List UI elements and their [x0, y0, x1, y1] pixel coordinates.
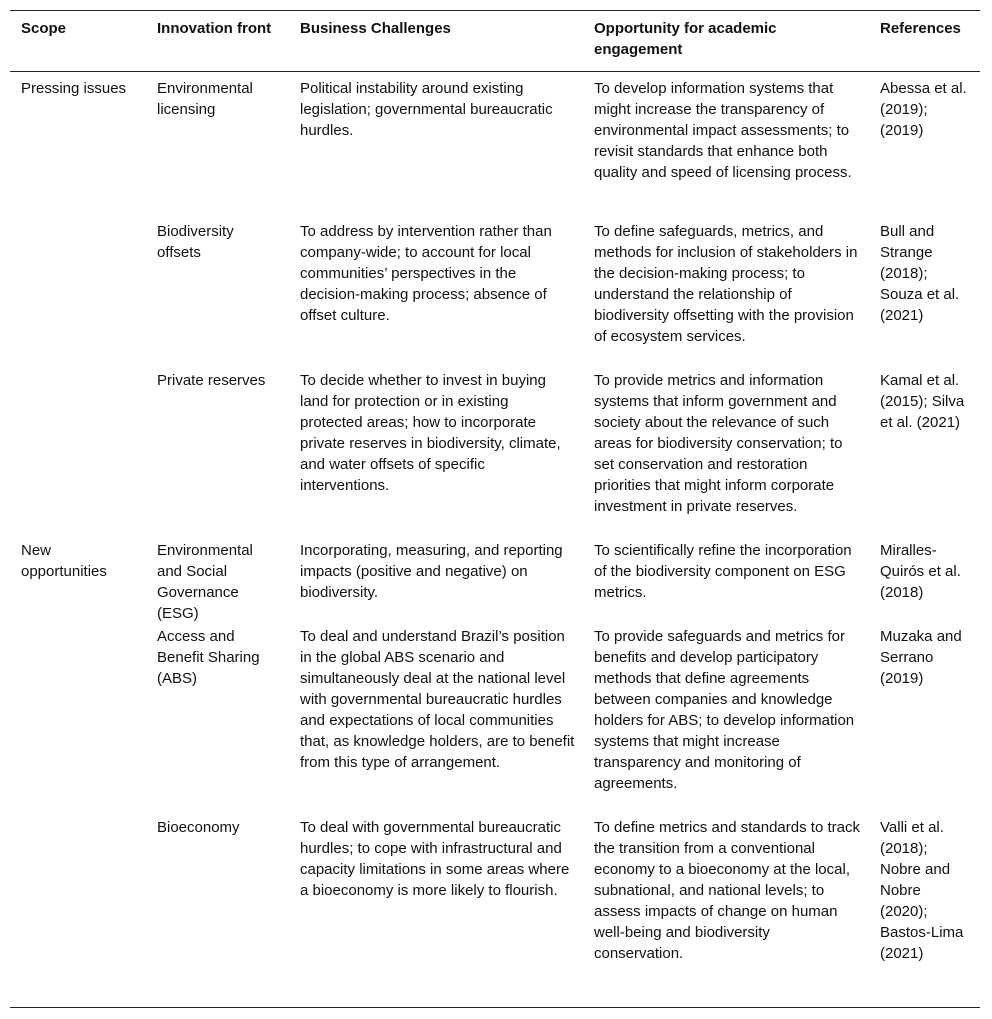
table-container	[10, 10, 980, 1008]
cell-innovation-front: Environmental and Social Governance (ESG)	[157, 541, 253, 622]
cell-opportunity: To provide metrics and information systems that inform government and society about the relevance of such areas for biodiversity conservation; to set conservation and restoration priorities that might inform corporate investment in private reserves.	[594, 371, 843, 515]
cell-scope	[10, 626, 146, 817]
header-references: References	[880, 20, 961, 37]
table-row	[10, 817, 980, 1008]
cell-scope: Pressing issues	[21, 80, 127, 97]
cell-references: Kamal et al. (2015); Silva et al. (2021)	[880, 371, 965, 431]
cell-business-challenges: Political instability around existing legislation; governmental bureaucratic hurdles.	[300, 80, 553, 139]
header-opportunity: Opportunity for academic engagement	[594, 20, 777, 58]
header-innovation-front: Innovation front	[157, 20, 272, 37]
table-row	[10, 221, 980, 370]
cell-opportunity: To provide safeguards and metrics for benefits and develop participatory methods that define agreements between companies and knowledge holders for ABS; to develop information systems that might increase transparency and monitoring of agreements.	[594, 627, 855, 792]
cell-business-challenges: To deal with governmental bureaucratic hurdles; to cope with infrastructural and capacity limitations in some areas where a bioeconomy is more likely to flourish.	[300, 818, 570, 899]
cell-innovation-front: Bioeconomy	[157, 818, 240, 836]
cell-opportunity: To define metrics and standards to track the transition from a conventional economy to a bioeconomy at the local, subnational, and national levels; to assess impacts of change on human well-being and biodiversity conservation.	[594, 818, 860, 962]
cell-innovation-front: Biodiversity offsets	[157, 222, 234, 261]
cell-scope: New opportunities	[21, 541, 107, 580]
table-body	[10, 72, 980, 1008]
cell-opportunity: To scientifically refine the incorporation of the biodiversity component on ESG metrics.	[594, 541, 852, 601]
cell-innovation-front: Access and Benefit Sharing (ABS)	[157, 627, 260, 687]
innovation-table	[10, 10, 980, 1008]
cell-references: Muzaka and Serrano (2019)	[880, 627, 962, 687]
cell-innovation-front: Environmental licensing	[157, 80, 253, 118]
header-row	[10, 11, 980, 72]
cell-scope	[10, 370, 146, 540]
cell-references: Valli et al. (2018); Nobre and Nobre (2020); Bastos-Lima (2021)	[880, 818, 964, 962]
cell-references: Abessa et al. (2019); (2019)	[880, 80, 967, 139]
cell-innovation-front: Private reserves	[157, 371, 266, 389]
cell-references: Miralles-Quirós et al. (2018)	[880, 541, 961, 601]
cell-business-challenges: To address by intervention rather than company-wide; to account for local communities’ perspectives in the decision-making process; absence of offset culture.	[300, 222, 552, 324]
table-row	[10, 626, 980, 817]
cell-opportunity: To develop information systems that might increase the transparency of environmental impact assessments; to revisit standards that enhance both quality and speed of licensing process.	[594, 80, 852, 181]
cell-scope	[10, 221, 146, 370]
cell-opportunity: To define safeguards, metrics, and methods for inclusion of stakeholders in the decision-making process; to understand the relationship of biodiversity offsetting with the provision of ecosystem services.	[594, 222, 858, 345]
cell-references: Bull and Strange (2018); Souza et al. (2021)	[880, 222, 960, 324]
cell-business-challenges: To decide whether to invest in buying land for protection or in existing protected areas; how to incorporate private reserves in biodiversity, climate, and water offsets of specific interventions.	[300, 371, 561, 494]
cell-business-challenges: To deal and understand Brazil’s position in the global ABS scenario and simultaneously deal at the national level with governmental bureaucratic hurdles and expectations of local communities that, as knowledge holders, are to benefit from this type of arrangement.	[300, 627, 575, 771]
header-business-challenges: Business Challenges	[300, 20, 451, 37]
cell-scope	[10, 817, 146, 1008]
header-scope: Scope	[21, 20, 67, 37]
table-row	[10, 370, 980, 540]
table-header	[10, 11, 980, 72]
table-row	[10, 540, 980, 626]
table-row	[10, 72, 980, 221]
cell-business-challenges: Incorporating, measuring, and reporting impacts (positive and negative) on biodiversity.	[300, 541, 563, 601]
